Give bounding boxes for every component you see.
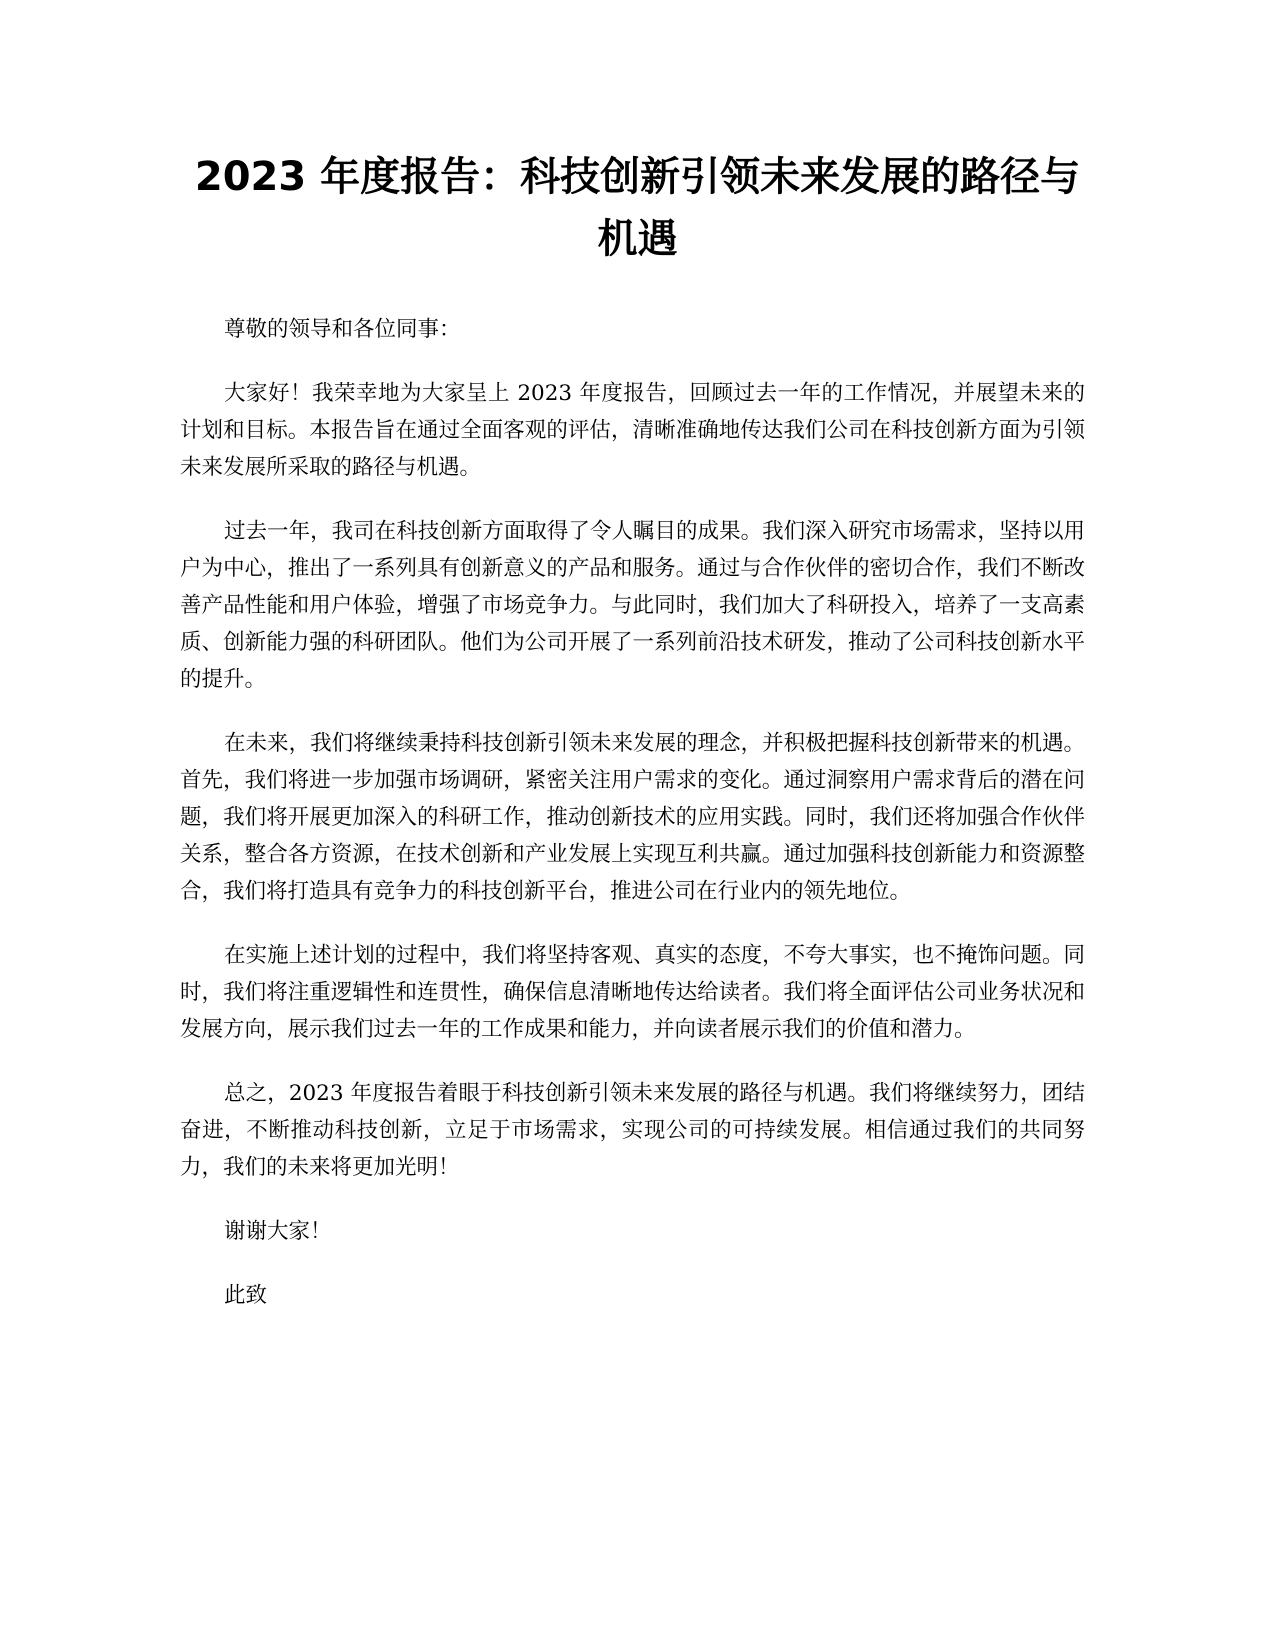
paragraph-implementation: 在实施上述计划的过程中，我们将坚持客观、真实的态度，不夸大事实，也不掩饰问题。同时，我们将注重逻辑性和连贯性，确保信息清晰地传达给读者。我们将全面评估公司业务状况和发展方向，展示我们过去一年的工作成果和能力，并向读者展示我们的价值和潜力。 — [180, 943, 1085, 1042]
paragraph-intro: 大家好！我荣幸地为大家呈上 2023 年度报告，回顾过去一年的工作情况，并展望未来的计划和目标。本报告旨在通过全面客观的评估，清晰准确地传达我们公司在科技创新方面为引领未来发展所采取的路径与机遇。 — [180, 381, 1085, 480]
paragraph-past-year: 过去一年，我司在科技创新方面取得了令人瞩目的成果。我们深入研究市场需求，坚持以用户为中心，推出了一系列具有创新意义的产品和服务。通过与合作伙伴的密切合作，我们不断改善产品性能和用户体验，增强了市场竞争力。与此同时，我们加大了科研投入，培养了一支高素质、创新能力强的科研团队。他们为公司开展了一系列前沿技术研发，推动了公司科技创新水平的提升。 — [180, 519, 1085, 692]
thanks-line: 谢谢大家！ — [224, 1219, 332, 1244]
document-title: 2023 年度报告：科技创新引领未来发展的路径与机遇 — [194, 154, 1081, 262]
document-body — [180, 311, 1085, 1341]
closing-line: 此致 — [224, 1283, 268, 1308]
salutation: 尊敬的领导和各位同事： — [224, 317, 461, 342]
paragraph-conclusion: 总之，2023 年度报告着眼于科技创新引领未来发展的路径与机遇。我们将继续努力，团结奋进，不断推动科技创新，立足于市场需求，实现公司的可持续发展。相信通过我们的共同努力，我们的未来将更加光明！ — [180, 1081, 1085, 1180]
paragraph-future: 在未来，我们将继续秉持科技创新引领未来发展的理念，并积极把握科技创新带来的机遇。首先，我们将进一步加强市场调研，紧密关注用户需求的变化。通过洞察用户需求背后的潜在问题，我们将开展更加深入的科研工作，推动创新技术的应用实践。同时，我们还将加强合作伙伴关系，整合各方资源，在技术创新和产业发展上实现互利共赢。通过加强科技创新能力和资源整合，我们将打造具有竞争力的科技创新平台，推进公司在行业内的领先地位。 — [180, 731, 1085, 904]
